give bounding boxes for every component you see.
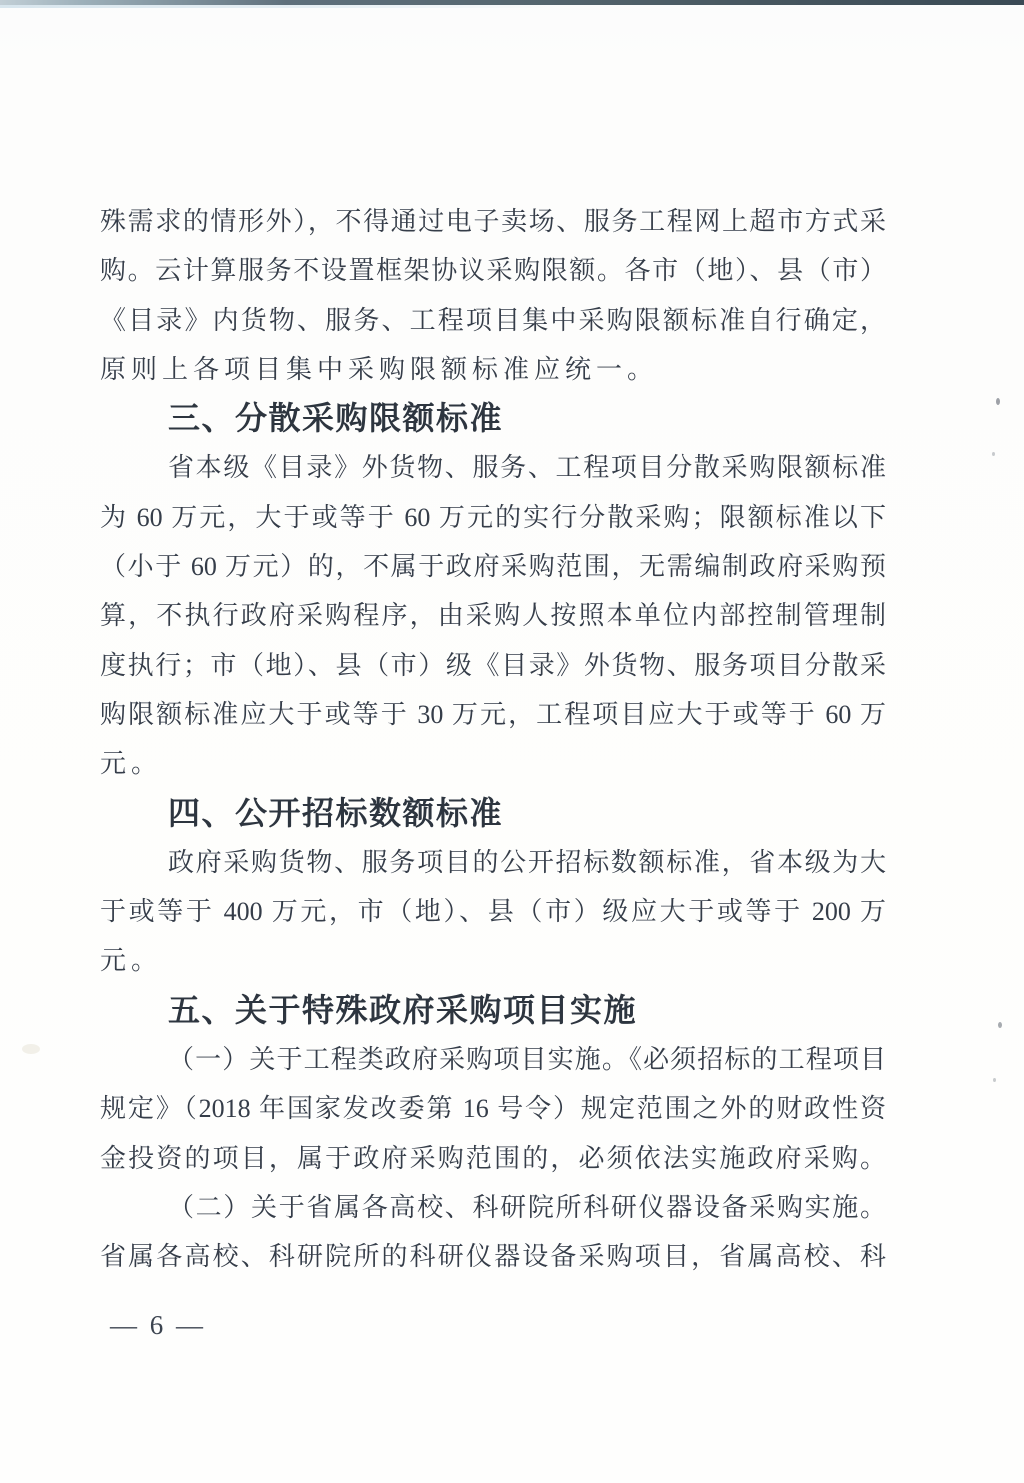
document-body — [100, 197, 886, 1282]
scan-speck — [996, 398, 1000, 405]
body-line: 殊需求的情形外），不得通过电子卖场、服务工程网上超市方式采 — [100, 207, 886, 236]
body-line: 购。云计算服务不设置框架协议采购限额。各市（地）、县（市） — [100, 256, 886, 286]
body-line: 元。 — [100, 946, 163, 976]
body-line: 《目录》内货物、服务、工程项目集中采购限额标准自行确定， — [100, 305, 886, 335]
body-line: 省本级《目录》外货物、服务、工程项目分散采购限额标准 — [168, 453, 886, 483]
body-line: 于或等于 400 万元，市（地）、县（市）级应大于或等于 200 万 — [100, 897, 886, 927]
body-line: （小于 60 万元）的，不属于政府采购范围，无需编制政府采购预 — [100, 552, 886, 582]
scan-speck — [993, 1078, 996, 1082]
section-heading-5: 五、关于特殊政府采购项目实施 — [168, 991, 638, 1028]
section-heading-3: 三、分散采购限额标准 — [168, 400, 504, 437]
body-line: 元。 — [100, 749, 163, 779]
section-heading-4: 四、公开招标数额标准 — [168, 794, 504, 831]
scan-speck — [998, 1022, 1002, 1028]
body-line: 规定》（2018 年国家发改委第 16 号令）规定范围之外的财政性资 — [100, 1094, 886, 1124]
body-line: 政府采购货物、服务项目的公开招标数额标准，省本级为大 — [168, 847, 886, 877]
body-line: 购限额标准应大于或等于 30 万元，工程项目应大于或等于 60 万 — [100, 699, 886, 729]
body-line: 原则上各项目集中采购限额标准应统一。 — [100, 354, 659, 384]
scan-speck — [992, 452, 995, 456]
body-line: 金投资的项目，属于政府采购范围的，必须依法实施政府采购。 — [100, 1143, 886, 1173]
body-line: 度执行；市（地）、县（市）级《目录》外货物、服务项目分散采 — [100, 650, 886, 680]
scan-smudge — [22, 1044, 40, 1054]
body-line: 为 60 万元，大于或等于 60 万元的实行分散采购；限额标准以下 — [100, 502, 886, 532]
scan-edge-highlight — [0, 5, 563, 8]
body-line: （一）关于工程类政府采购项目实施。《必须招标的工程项目 — [168, 1045, 886, 1075]
body-line: （二）关于省属各高校、科研院所科研仪器设备采购实施。 — [168, 1192, 886, 1222]
page-number: — 6 — — [110, 1310, 206, 1340]
body-line: 算，不执行政府采购程序，由采购人按照本单位内部控制管理制 — [100, 601, 886, 631]
body-line: 省属各高校、科研院所的科研仪器设备采购项目，省属高校、科 — [100, 1242, 886, 1272]
